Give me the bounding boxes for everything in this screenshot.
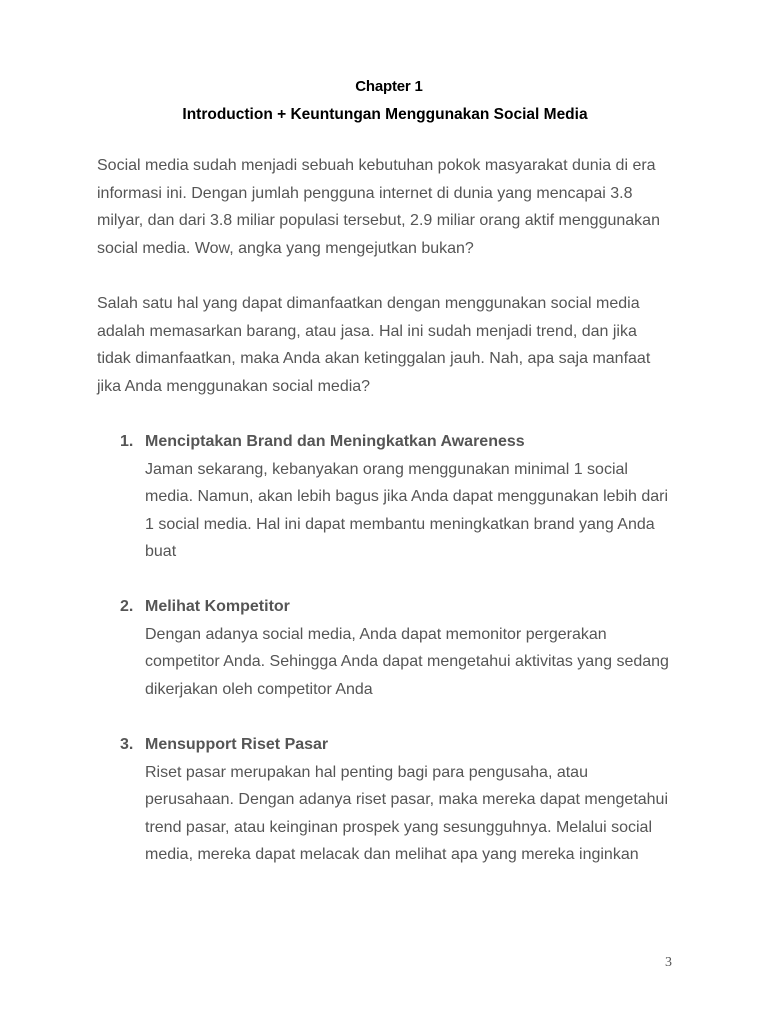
- page-number: 3: [665, 955, 672, 970]
- list-body: Jaman sekarang, kebanyakan orang menggunakan minimal 1 social media. Namun, akan lebih bagus jika Anda dapat menggunakan lebih dari 1 social media. Hal ini dapat membantu meningkatkan brand yang Anda buat: [145, 460, 669, 560]
- page-title: Introduction + Keuntungan Menggunakan Social Media: [182, 106, 588, 123]
- list-number: 1.: [120, 433, 134, 450]
- paragraph-intro: Social media sudah menjadi sebuah kebutuhan pokok masyarakat dunia di era informasi ini. Dengan jumlah pengguna internet di dunia yang mencapai 3.8 milyar, dan dari 3.8 miliar populasi tersebut, 2.9 miliar orang aktif menggunakan social media. Wow, angka yang mengejutkan bukan?: [97, 157, 660, 257]
- paragraph-marketing: Salah satu hal yang dapat dimanfaatkan dengan menggunakan social media adalah memasarkan barang, atau jasa. Hal ini sudah menjadi trend, dan jika tidak dimanfaatkan, maka Anda akan ketinggalan jauh. Nah, apa saja manfaat jika Anda menggunakan social media?: [97, 295, 651, 395]
- chapter-label: Chapter 1: [355, 78, 423, 95]
- list-heading: Menciptakan Brand dan Meningkatkan Awareness: [145, 433, 525, 450]
- list-heading: Mensupport Riset Pasar: [145, 736, 329, 753]
- list-body: Riset pasar merupakan hal penting bagi para pengusaha, atau perusahaan. Dengan adanya riset pasar, maka mereka dapat mengetahui trend pasar, atau keinginan prospek yang sesungguhnya. Melalui social media, mereka dapat melacak dan melihat apa yang mereka inginkan: [145, 763, 669, 863]
- list-heading: Melihat Kompetitor: [145, 598, 290, 615]
- list-number: 2.: [120, 598, 134, 615]
- list-body: Dengan adanya social media, Anda dapat memonitor pergerakan competitor Anda. Sehingga Anda dapat mengetahui aktivitas yang sedang dikerjakan oleh competitor Anda: [145, 625, 669, 698]
- list-number: 3.: [120, 736, 134, 753]
